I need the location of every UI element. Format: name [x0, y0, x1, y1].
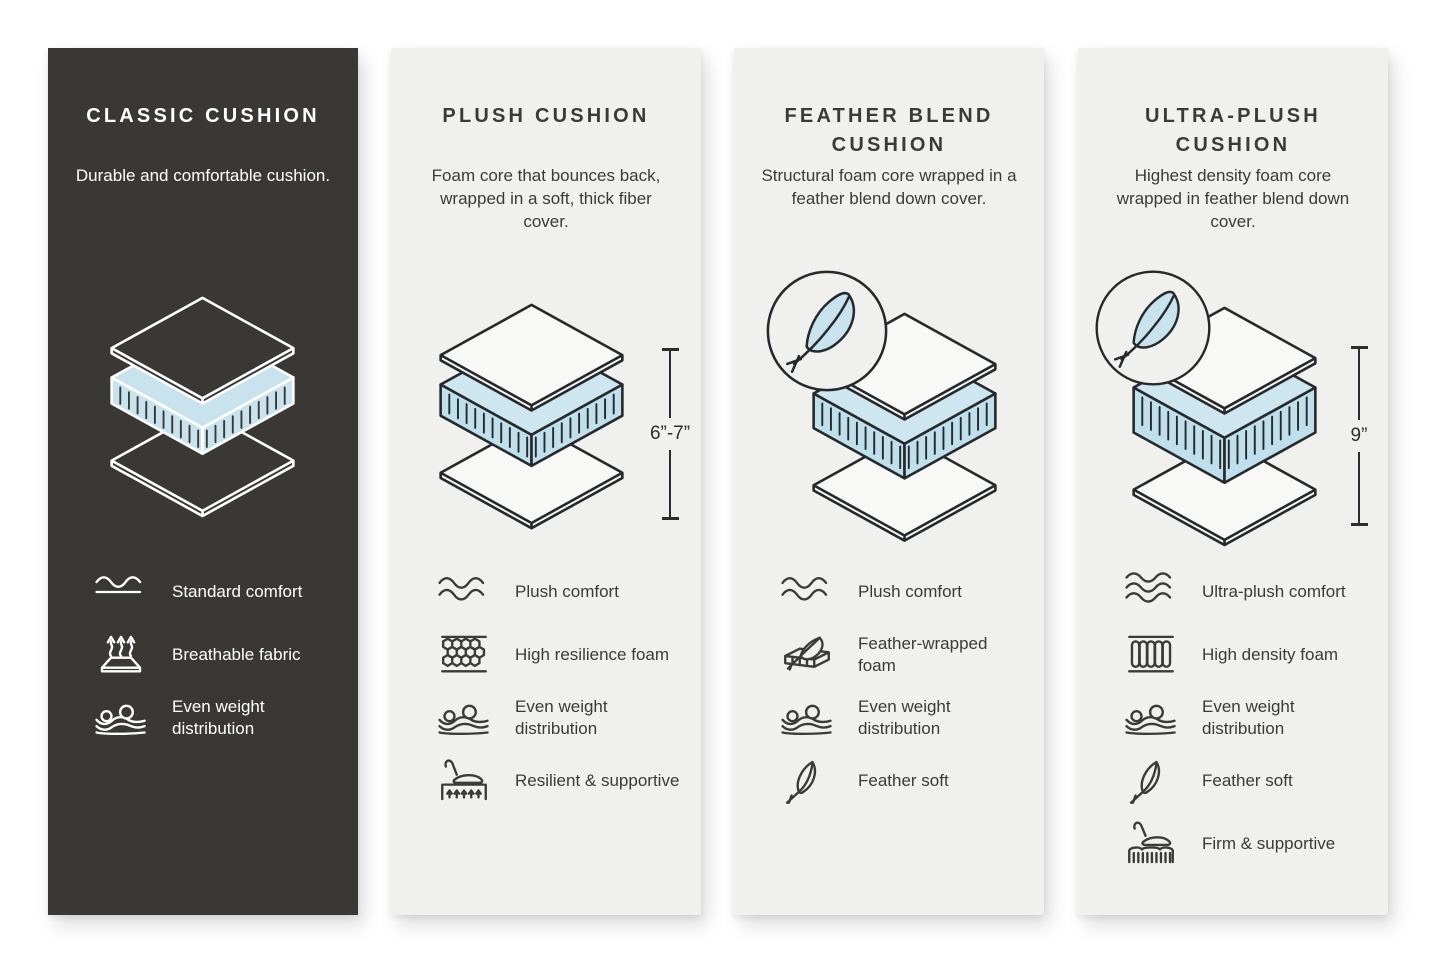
page-title: ULTRA-PLUSH CUSHION	[1145, 105, 1321, 156]
cushion-diagram	[391, 243, 701, 588]
feature-label: Plush comfort	[858, 582, 962, 602]
feature-label: Ultra-plush comfort	[1202, 582, 1346, 602]
feature-list	[88, 568, 344, 757]
feature-item	[431, 757, 687, 805]
feature-label: Standard comfort	[172, 582, 303, 602]
high-density-foam-icon	[1118, 631, 1184, 679]
marker-cap	[1351, 523, 1368, 526]
marker-cap	[662, 517, 679, 520]
wave-double-icon	[431, 568, 497, 616]
feature-item	[774, 757, 1030, 805]
page-title: CLASSIC CUSHION	[86, 105, 320, 127]
feature-label: Feather soft	[1202, 771, 1293, 791]
feature-list	[1118, 568, 1374, 883]
feature-label: Feather-wrapped foam	[858, 634, 988, 675]
feather-icon	[1093, 268, 1213, 388]
feather-wrapped-foam-icon	[774, 631, 840, 679]
feature-item	[88, 631, 344, 679]
feature-item	[88, 694, 344, 742]
even-weight-icon	[88, 694, 154, 742]
feather-icon	[764, 268, 890, 394]
feature-item	[431, 694, 687, 742]
feather-icon	[1118, 757, 1184, 805]
cushion-layers-icon	[419, 298, 644, 533]
honeycomb-foam-icon	[431, 631, 497, 679]
feature-label: Feather soft	[858, 771, 949, 791]
feature-label: High density foam	[1202, 645, 1339, 665]
feature-label: Even weight distribution	[1202, 697, 1295, 738]
panel-classic-cushion	[48, 48, 358, 915]
breathable-fabric-icon	[88, 631, 154, 679]
marker-line	[1358, 349, 1361, 420]
wave-double-icon	[774, 568, 840, 616]
panel-ultra-plush-cushion	[1078, 48, 1388, 915]
feature-item	[1118, 694, 1374, 742]
feature-label: Breathable fabric	[172, 645, 301, 665]
height-label: 6”-7”	[649, 423, 691, 444]
cushion-diagram	[48, 243, 358, 588]
panel-plush-cushion	[391, 48, 701, 915]
feature-label: Even weight distribution	[515, 697, 608, 738]
feather-badge	[764, 268, 890, 394]
feature-item	[1118, 568, 1374, 616]
feature-item	[431, 568, 687, 616]
page-title: PLUSH CUSHION	[442, 105, 650, 127]
feature-label: Even weight distribution	[858, 697, 951, 738]
height-marker	[643, 348, 697, 520]
firm-supportive-icon	[1118, 820, 1184, 868]
feature-label: Firm & supportive	[1202, 834, 1336, 854]
feature-item	[1118, 820, 1374, 868]
feather-icon	[774, 757, 840, 805]
even-weight-icon	[1118, 694, 1184, 742]
feature-item	[88, 568, 344, 616]
feature-item	[774, 631, 1030, 679]
feather-badge	[1093, 268, 1213, 388]
panel-description: Highest density foam core wrapped in feather blend down cover.	[1116, 166, 1350, 232]
resilient-supportive-icon	[431, 757, 497, 805]
panel-description: Structural foam core wrapped in a feather blend down cover.	[761, 166, 1017, 209]
wave-triple-icon	[1118, 568, 1184, 616]
feature-label: High resilience foam	[515, 645, 670, 665]
even-weight-icon	[431, 694, 497, 742]
page-title: FEATHER BLEND CUSHION	[784, 105, 994, 156]
marker-line	[1358, 452, 1361, 523]
cushion-layers-icon	[90, 291, 315, 521]
cushion-diagram	[734, 243, 1044, 588]
even-weight-icon	[774, 694, 840, 742]
feature-item	[1118, 757, 1374, 805]
feature-item	[774, 568, 1030, 616]
feature-label: Resilient & supportive	[515, 771, 680, 791]
panel-feather-blend-cushion	[734, 48, 1044, 915]
marker-line	[669, 351, 672, 418]
feature-item	[431, 631, 687, 679]
panel-description: Foam core that bounces back, wrapped in a soft, thick fiber cover.	[431, 166, 661, 232]
feature-list	[774, 568, 1030, 820]
height-marker	[1332, 346, 1386, 526]
cushion-diagram	[1078, 243, 1388, 588]
feature-label: Plush comfort	[515, 582, 619, 602]
feature-item	[1118, 631, 1374, 679]
panel-description: Durable and comfortable cushion.	[75, 166, 331, 185]
feature-list	[431, 568, 687, 820]
feature-item	[774, 694, 1030, 742]
marker-line	[669, 450, 672, 517]
height-label: 9”	[1350, 425, 1368, 446]
feature-label: Even weight distribution	[172, 697, 265, 738]
wave-single-icon	[88, 568, 154, 616]
